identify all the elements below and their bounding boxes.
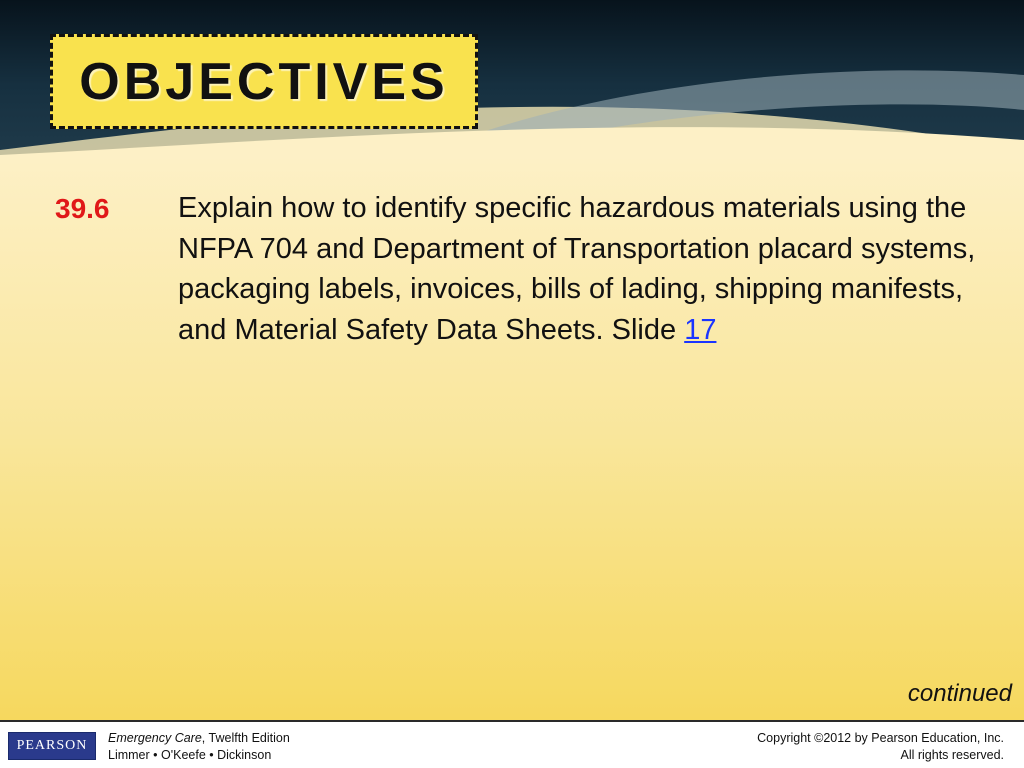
rights-text: All rights reserved. xyxy=(900,748,1004,762)
objective-number: 39.6 xyxy=(55,193,110,224)
footer-title-line xyxy=(108,730,290,747)
book-edition: , Twelfth Edition xyxy=(201,731,290,745)
pearson-logo: PEARSON xyxy=(8,732,96,760)
page-title: OBJECTIVES xyxy=(79,52,449,111)
objective-text-block xyxy=(178,188,978,350)
book-authors: Limmer • O'Keefe • Dickinson xyxy=(108,748,272,762)
footer-book-info xyxy=(108,730,290,764)
objectives-title-box xyxy=(50,34,478,129)
objective-text: Explain how to identify specific hazardous materials using the NFPA 704 and Department of Transportation placard systems, packaging labels, invoices, bills of lading, shipping manifests, and Material Safety Data Sheets. Slide xyxy=(178,192,976,346)
book-title: Emergency Care xyxy=(108,731,202,745)
footer xyxy=(0,720,1024,768)
copyright-text: Copyright ©2012 by Pearson Education, Inc. xyxy=(757,731,1004,745)
footer-copyright xyxy=(757,730,1004,764)
slide-link[interactable]: 17 xyxy=(684,313,717,346)
continued-label: continued xyxy=(907,680,1012,707)
header-band xyxy=(0,0,1024,155)
